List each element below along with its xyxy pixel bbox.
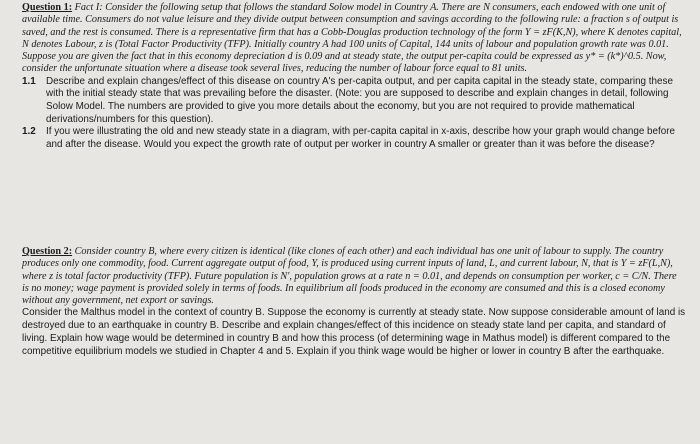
question-2-text: Consider country B, where every citizen is identical (like clones of each other) and each individual has one unit of labour to supply. The country produces only one commodity, food. Current aggregate output of food, Y, is produced using current inputs of land, L, and current labour, N, that is Y = zF(L,N), where z is total factor productivity (TFP). Future population is N', population grows at a rate n = 0.01, and depends on consumption per worker, c = C/N. There is no money; wage payment is provided solely in terms of foods. In equilibrium all foods produced in the economy are consumed and this is a closed economy without any government, net export or savings. bbox=[22, 246, 677, 307]
question-2-label: Question 2: bbox=[22, 246, 73, 257]
question-1-text: Fact I: Consider the following setup that follows the standard Solow model in Country A. There are N consumers, each endowed with one unit of available time. Consumers do not value leisure and they divide output between consumption and savings according to the following rule: a fraction s of output is saved, and the rest is consumed. There is a representative firm that has a Cobb-Douglas production technology of the form Y = zF(K,N), where K denotes capital, N denotes Labour, z is (Total Factor Productivity (TFP). Initially country A had 100 units of Capital, 144 units of labour and population growth rate was 0.01. Suppose you are given the fact that in this economy depreciation d is 0.09 and at steady state, the output per-capita could be expressed as y* = (k*)^0.5. Now, consider the unfortunate situation where a disease took several lives, reducing the number of labour force equal to 81 units. bbox=[22, 2, 682, 75]
subquestion-1-2-text: If you were illustrating the old and new steady state in a diagram, with per-capita capital in x-axis, describe how your graph would change before and after the disease. Would you expect the growth rate of output per worker in country A smaller or greater than it was before the disease? bbox=[46, 126, 676, 150]
subquestion-1-2-number: 1.2 bbox=[22, 126, 36, 138]
subquestion-1-1 bbox=[22, 76, 686, 126]
question-2-paragraph bbox=[22, 246, 686, 307]
subquestion-1-1-text: Describe and explain changes/effect of this disease on country A's per-capita output, and per capita capital in the steady state, comparing these with the initial steady state that was prevailing before the disaster. (Note: you are supposed to describe and explain changes in detail, following Solow Model. The numbers are provided to give you more details about the economy, but you are not required to provide mathematical derivations/numbers for this question). bbox=[46, 75, 673, 125]
subquestion-1-2 bbox=[22, 126, 686, 151]
question-2-block bbox=[22, 246, 686, 359]
subquestion-1-1-number: 1.1 bbox=[22, 75, 36, 87]
malthus-question-paragraph: Consider the Malthus model in the context of country B. Suppose the economy is currently at steady state. Now suppose considerable amount of land is destroyed due to an earthquake in country B. Describe and explain changes/effect of this incidence on steady state land per capita, and standard of living. Explain how wage would be determined in country B and how this process (of determining wage in Mathus model) is different compared to the competitive equilibrium models we studied in Chapter 4 and 5. Explain if you think wage would be higher or lower in country B after the earthquake. bbox=[22, 307, 686, 357]
question-1-paragraph bbox=[22, 2, 686, 76]
question-1-label: Question 1: bbox=[22, 2, 73, 13]
